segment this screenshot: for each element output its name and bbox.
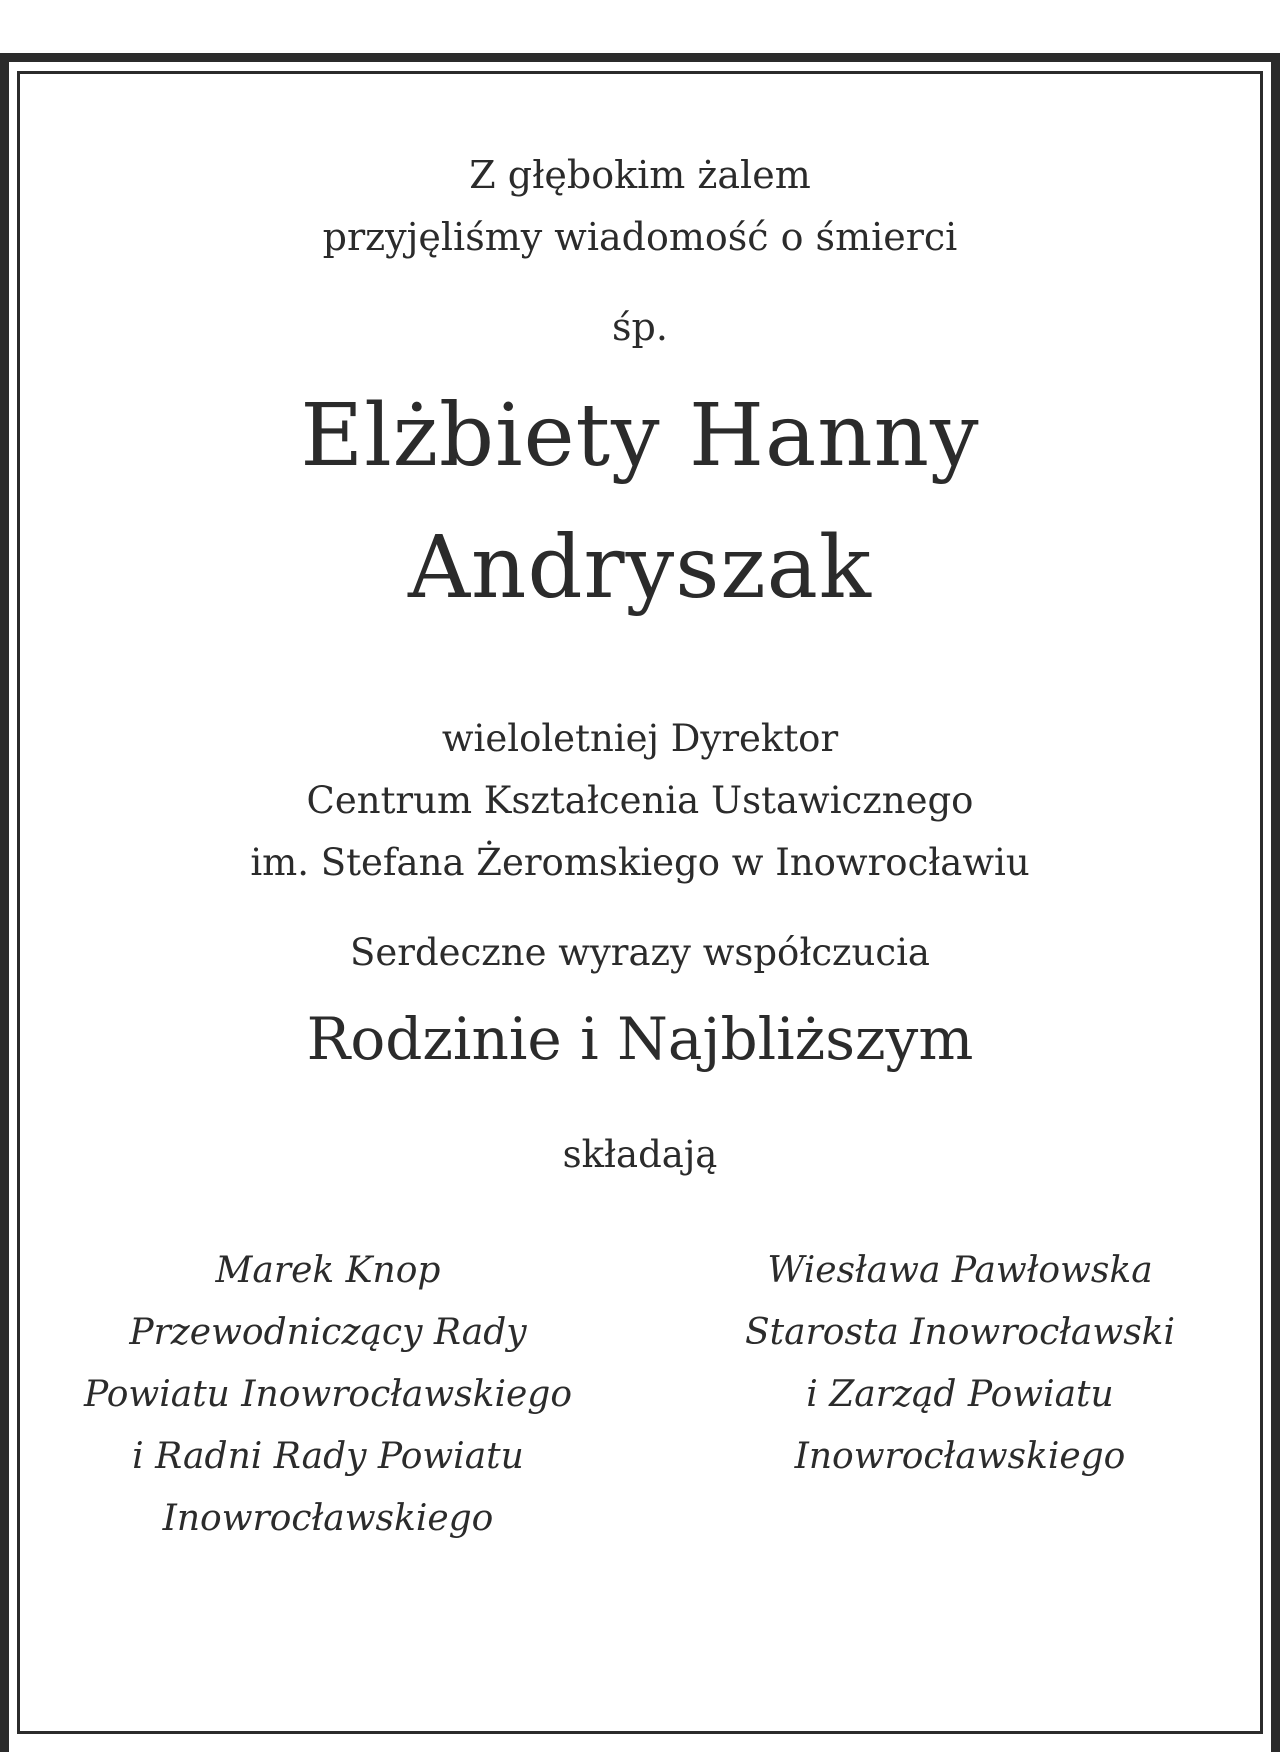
role-line-2: Centrum Kształcenia Ustawicznego bbox=[306, 779, 974, 822]
signers bbox=[20, 1240, 1260, 1550]
signer-right bbox=[660, 1240, 1260, 1550]
signer-right-line: Inowrocławskiego bbox=[794, 1436, 1126, 1477]
intro-text bbox=[20, 144, 1260, 268]
deceased-prefix: śp. bbox=[612, 305, 668, 349]
condolence-text: Serdeczne wyrazy współczucia bbox=[350, 931, 930, 974]
role-line-1: wieloletniej Dyrektor bbox=[441, 717, 839, 760]
deceased-name-line-2: Andryszak bbox=[407, 518, 873, 618]
signer-left bbox=[28, 1240, 628, 1550]
deceased-name-line-1: Elżbiety Hanny bbox=[300, 386, 980, 486]
signer-right-line: i Zarząd Powiatu bbox=[806, 1374, 1114, 1415]
role-line-3: im. Stefana Żeromskiego w Inowrocławiu bbox=[250, 841, 1030, 884]
deceased-role bbox=[20, 708, 1260, 894]
signer-left-line: Przewodniczący Rady bbox=[129, 1312, 527, 1353]
signer-left-line: i Radni Rady Powiatu bbox=[132, 1436, 524, 1477]
intro-line-1: Z głębokim żalem bbox=[469, 153, 811, 197]
obituary-notice bbox=[20, 74, 1260, 1550]
signer-right-line: Starosta Inowrocławski bbox=[744, 1312, 1175, 1353]
signer-left-line: Marek Knop bbox=[215, 1250, 441, 1291]
deceased-name bbox=[20, 370, 1260, 634]
offer-text: składają bbox=[562, 1133, 718, 1176]
intro-line-2: przyjęliśmy wiadomość o śmierci bbox=[322, 215, 958, 259]
condolence-recipients: Rodzinie i Najbliższym bbox=[306, 1005, 974, 1073]
signer-left-line: Inowrocławskiego bbox=[162, 1498, 494, 1539]
signer-right-line: Wiesława Pawłowska bbox=[767, 1250, 1153, 1291]
signer-left-line: Powiatu Inowrocławskiego bbox=[83, 1374, 573, 1415]
